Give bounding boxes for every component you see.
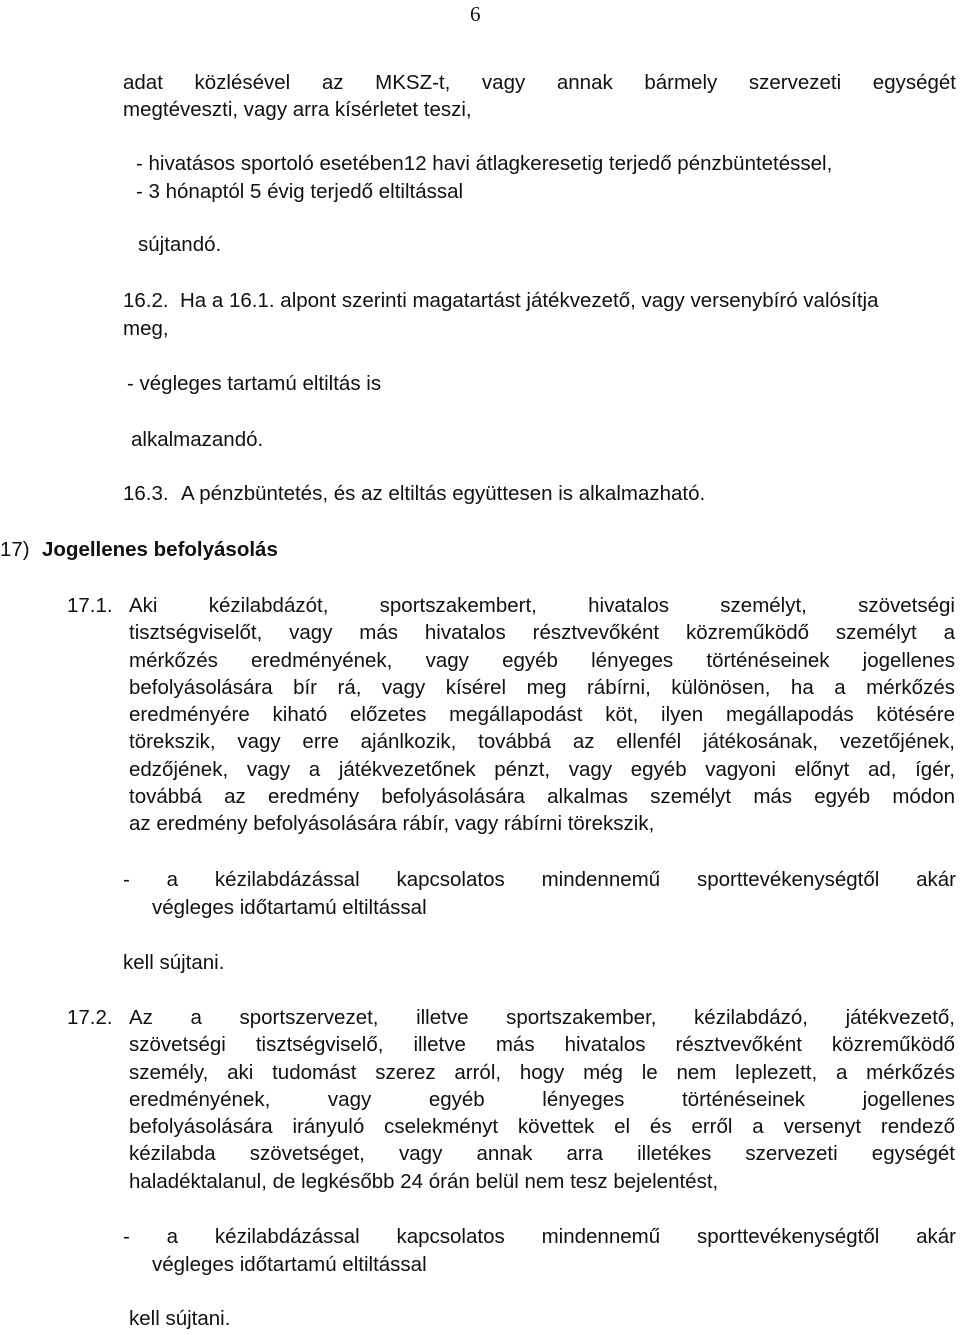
section-17-1-line: továbbá az eredmény befolyásolására alkalmas személyt más egyéb módon: [129, 785, 955, 809]
intro-line-1-text: adat közlésével az MKSZ-t, vagy annak bármely szervezeti egységét: [123, 71, 956, 94]
section-17-2-bullet-line-1: [123, 1225, 956, 1249]
section-17-1-line: törekszik, vagy erre ajánlkozik, továbbá az ellenfél játékosának, vezetőjének,: [129, 730, 955, 754]
section-16-2-number: 16.2.: [123, 289, 169, 312]
section-17-2-number: 17.2.: [67, 1006, 113, 1029]
section-16-2-line-1: Ha a 16.1. alpont szerinti magatartást játékvezető, vagy versenybíró valósítja: [180, 289, 879, 312]
intro-bullet-ban: - 3 hónaptól 5 évig terjedő eltiltással: [136, 180, 464, 203]
section-17-2-line: eredményének, vagy egyéb lényeges történéseinek jogellenes: [129, 1087, 955, 1111]
intro-line-1: [123, 71, 956, 95]
section-17-2-line: Az a sportszervezet, illetve sportszakember, kézilabdázó, játékvezető,: [129, 1006, 955, 1029]
intro-closing: sújtandó.: [138, 233, 222, 256]
section-17-1-line: Aki kézilabdázót, sportszakembert, hivatalos személyt, szövetségi: [129, 594, 955, 617]
section-17-2-bullet-text: - a kézilabdázással kapcsolatos mindennemű sporttevékenységtől akár: [123, 1225, 956, 1248]
section-17-1-line: mérkőzés eredményének, vagy egyéb lényeges történéseinek jogellenes: [129, 648, 955, 672]
intro-bullet-fine: - hivatásos sportoló esetében12 havi átlagkeresetig terjedő pénzbüntetéssel,: [136, 152, 833, 175]
section-17-1-bullet-line-1: [123, 868, 956, 892]
section-17-number: 17): [0, 538, 30, 561]
page-number: 6: [470, 2, 481, 26]
section-16-2-closing: alkalmazandó.: [131, 428, 264, 451]
section-17-2-bullet-line-2: végleges időtartamú eltiltással: [152, 1253, 427, 1276]
section-17-1-bullet-line-2: végleges időtartamú eltiltással: [152, 896, 427, 919]
section-17-2-line: befolyásolására irányuló cselekményt követtek el és erről a versenyt rendező: [129, 1115, 955, 1139]
section-17-2-line: haladéktalanul, de legkésőbb 24 órán belül nem tesz bejelentést,: [129, 1169, 719, 1193]
section-17-2-line: kézilabda szövetséget, vagy annak arra illetékes szervezeti egységét: [129, 1142, 955, 1166]
section-16-2-bullet: - végleges tartamú eltiltás is: [127, 372, 382, 395]
section-17-1-closing: kell sújtani.: [123, 951, 225, 974]
section-17-2-paragraph: [129, 1004, 955, 1195]
intro-line-2: megtéveszti, vagy arra kísérletet teszi,: [123, 98, 472, 121]
section-17-1-number: 17.1.: [67, 594, 113, 617]
section-17-1-line: edzőjének, vagy a játékvezetőnek pénzt, vagy egyéb vagyoni előnyt ad, ígér,: [129, 757, 955, 781]
section-17-1-paragraph: [129, 592, 955, 838]
section-17-1-line: tisztségviselőt, vagy más hivatalos résztvevőként közreműködő személyt a: [129, 621, 955, 645]
section-17-1-line: befolyásolására bír rá, vagy kísérel meg rábírni, különösen, ha a mérkőzés: [129, 675, 955, 699]
section-16-3-number: 16.3.: [123, 482, 169, 505]
section-17-title: Jogellenes befolyásolás: [42, 538, 278, 561]
section-17-2-line: szövetségi tisztségviselő, illetve más hivatalos résztvevőként közreműködő: [129, 1033, 955, 1057]
section-16-2-line-2: meg,: [123, 317, 169, 340]
section-17-2-line: személy, aki tudomást szerez arról, hogy még le nem leplezett, a mérkőzés: [129, 1060, 955, 1084]
section-17-1-bullet-text: - a kézilabdázással kapcsolatos mindennemű sporttevékenységtől akár: [123, 868, 956, 891]
section-16-3-text: A pénzbüntetés, és az eltiltás együttesen is alkalmazható.: [181, 482, 706, 505]
section-17-1-line: az eredmény befolyásolására rábír, vagy rábírni törekszik,: [129, 812, 655, 836]
section-17-1-line: eredményére kiható előzetes megállapodást köt, ilyen megállapodás kötésére: [129, 703, 955, 727]
section-17-2-closing: kell sújtani.: [129, 1307, 231, 1330]
